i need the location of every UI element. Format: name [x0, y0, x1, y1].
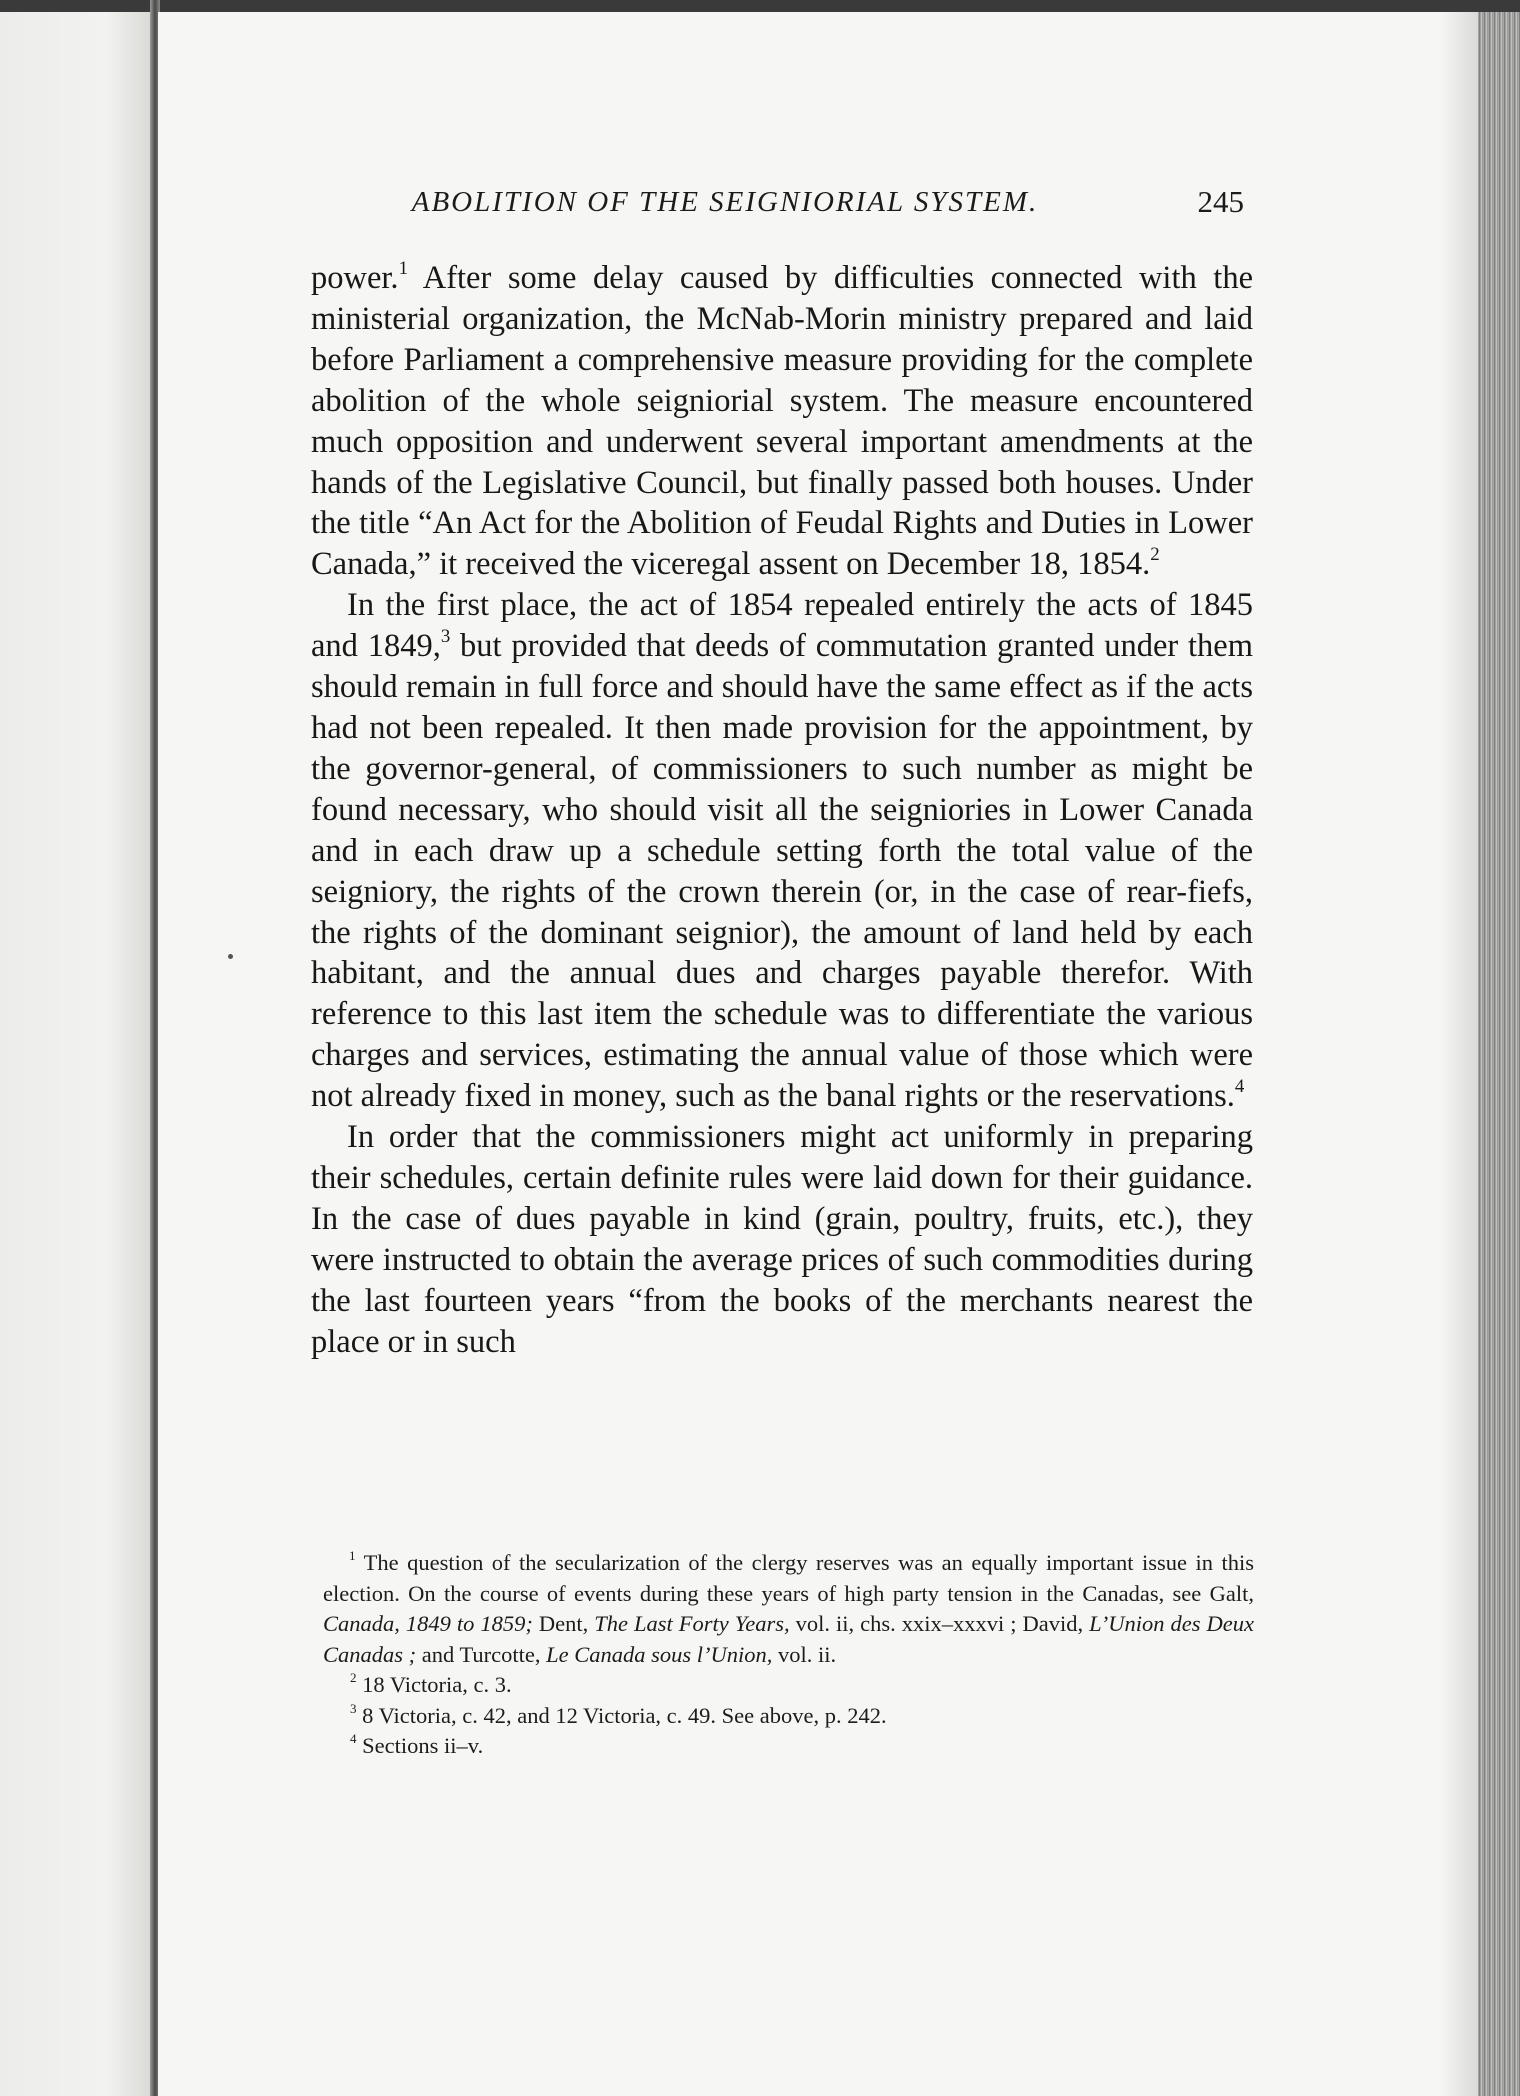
left-page-margin — [0, 12, 152, 2096]
citation: The Last Forty Years, — [594, 1611, 790, 1636]
footnote-ref-3: 3 — [440, 626, 451, 648]
footnote-text: and Turcotte, — [416, 1641, 547, 1667]
p2-text-a: In the first place, the act of 1854 repealed entirely the acts of 1845 and 1849, — [311, 587, 1253, 665]
p1-text-b: After some delay caused by difficulties connected with the ministerial organization, the McNab-Morin ministry prepared and laid before Parliament a comprehensive measure providing for the complete abolition of the whole seigniorial system. The measure encountered much opposition and underwent several important amendments at the hands of the Legislative Council, but finally passed both houses. Under the title “An Act for the Abolition of Feudal Rights and Duties in Lower Canada,” it received the viceregal assent on December 18, 1854. — [311, 260, 1253, 583]
footnote-text: Sections ii–v. — [356, 1733, 484, 1758]
footnote-ref-2: 2 — [1150, 544, 1160, 566]
paragraph-1 — [311, 258, 1253, 585]
footnotes — [323, 1548, 1254, 1762]
p1-text-a: power. — [311, 260, 399, 296]
footnote-mark: 2 — [350, 1670, 357, 1686]
footnote-mark: 4 — [350, 1731, 357, 1747]
footnote-mark: 3 — [350, 1700, 357, 1716]
footnote-text: 18 Victoria, c. 3. — [356, 1672, 512, 1697]
page-header — [310, 182, 1252, 226]
paragraph-3: In order that the commissioners might act uniformly in preparing their schedules, certain definite rules were laid down for their guidance. In the case of dues payable in kind (grain, poultry, fruits, etc.), they were instructed to obtain the average prices of such commodities during the last fourteen years “from the books of the merchants nearest the place or in such — [311, 1119, 1253, 1360]
body-text — [311, 258, 1253, 1362]
page-edge-shadow — [1440, 12, 1480, 2096]
paragraph-2 — [311, 585, 1253, 1117]
p2-text-b: but provided that deeds of commutation granted under them should remain in full force and should have the same effect as if the acts had not been repealed. It then made provision for the appointment, by the governor-general, of commissioners to such number as might be found necessary, who should visit all the seigniories in Lower Canada and in each draw up a schedule setting forth the total value of the seigniory, the rights of the crown therein (or, in the case of rear-fiefs, the rights of the dominant seignior), the amount of land held by each habitant, and the annual dues and charges payable therefor. With reference to this last item the schedule was to differentiate the various charges and services, estimating the annual value of those which were not already fixed in money, such as the banal rights or the reservations. — [311, 628, 1253, 1115]
citation: L’Union des Deux Canadas ; — [323, 1611, 1254, 1667]
page-number: 245 — [1197, 184, 1244, 219]
citation: Canada, 1849 to 1859; — [323, 1611, 533, 1636]
footnote-text: vol. ii. — [772, 1641, 837, 1667]
footnote-4 — [350, 1731, 1254, 1762]
footnote-text: The question of the secularization of the clergy reserves was an equally important issue in this election. On the course of events during these years of high party tension in the Canadas, see Galt, — [323, 1550, 1254, 1606]
footnote-ref-1: 1 — [398, 257, 408, 279]
page-block-edge — [1478, 12, 1520, 2096]
footnote-ref-4: 4 — [1234, 1076, 1245, 1097]
footnote-3 — [350, 1701, 1254, 1732]
citation: Le Canada sous l’Union, — [546, 1641, 773, 1667]
footnote-1 — [323, 1548, 1254, 1670]
footnote-2 — [350, 1670, 1254, 1701]
footnote-text: 8 Victoria, c. 42, and 12 Victoria, c. 49. See above, p. 242. — [356, 1702, 887, 1728]
footnote-text: vol. ii, chs. xxix–xxxvi ; David, — [789, 1611, 1090, 1636]
footnote-mark: 1 — [349, 1548, 356, 1564]
scan-speck — [228, 954, 233, 959]
footnote-text: Dent, — [532, 1611, 595, 1636]
running-title: ABOLITION OF THE SEIGNIORIAL SYSTEM. — [411, 186, 1039, 218]
